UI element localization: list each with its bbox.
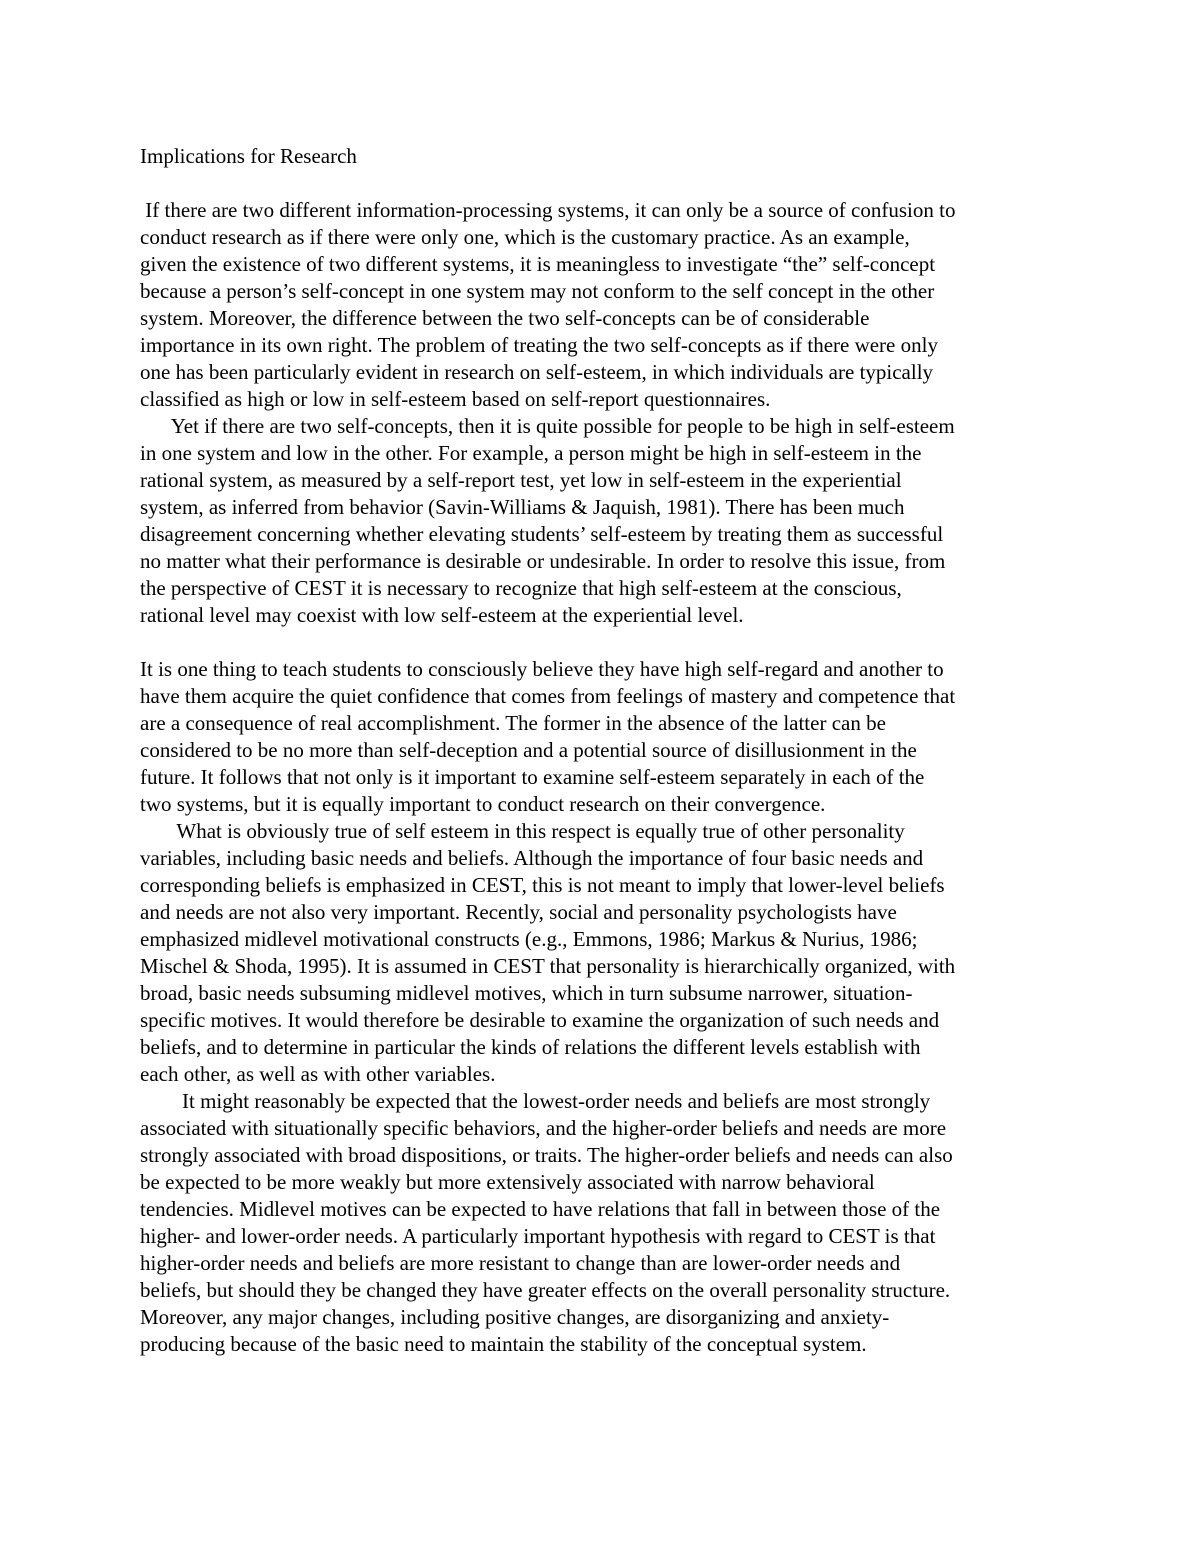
text-line: variables, including basic needs and beliefs. Although the importance of four basic needs and (140, 846, 924, 870)
text-line: conduct research as if there were only one, which is the customary practice. As an example, (140, 225, 910, 249)
text-line: each other, as well as with other variables. (140, 1062, 496, 1086)
text-line: corresponding beliefs is emphasized in CEST, this is not meant to imply that lower-level beliefs (140, 873, 945, 897)
text-line: importance in its own right. The problem of treating the two self-concepts as if there were only (140, 333, 938, 357)
text-line: no matter what their performance is desirable or undesirable. In order to resolve this issue, from (140, 549, 946, 573)
text-line: are a consequence of real accomplishment. The former in the absence of the latter can be (140, 711, 886, 735)
text-line: in one system and low in the other. For example, a person might be high in self-esteem in the (140, 441, 922, 465)
text-line: because a person’s self-concept in one system may not conform to the self concept in the other (140, 279, 935, 303)
text-line: two systems, but it is equally important to conduct research on their convergence. (140, 792, 826, 816)
text-line: Moreover, any major changes, including positive changes, are disorganizing and anxiety- (140, 1305, 890, 1329)
text-line: It is one thing to teach students to consciously believe they have high self-regard and another to (140, 657, 944, 681)
text-line: associated with situationally specific behaviors, and the higher-order beliefs and needs are more (140, 1116, 947, 1140)
section-heading: Implications for Research (140, 144, 357, 168)
text-line: tendencies. Midlevel motives can be expected to have relations that fall in between those of the (140, 1197, 941, 1221)
text-line: one has been particularly evident in research on self-esteem, in which individuals are typically (140, 360, 934, 384)
text-line: rational level may coexist with low self-esteem at the experiential level. (140, 603, 744, 627)
paragraph-gap (140, 629, 1070, 656)
text-line: What is obviously true of self esteem in this respect is equally true of other personality (140, 819, 905, 843)
text-line: It might reasonably be expected that the lowest-order needs and beliefs are most strongly (140, 1089, 931, 1113)
text-line: broad, basic needs subsuming midlevel motives, which in turn subsume narrower, situation- (140, 981, 913, 1005)
text-line: higher-order needs and beliefs are more resistant to change than are lower-order needs and (140, 1251, 901, 1275)
text-line: system. Moreover, the difference between the two self-concepts can be of considerable (140, 306, 870, 330)
text-line: emphasized midlevel motivational constructs (e.g., Emmons, 1986; Markus & Nurius, 1986; (140, 927, 918, 951)
text-line: If there are two different information-processing systems, it can only be a source of confusion to (140, 198, 956, 222)
text-line: beliefs, and to determine in particular the kinds of relations the different levels establish with (140, 1035, 921, 1059)
text-line: classified as high or low in self-esteem based on self-report questionnaires. (140, 387, 771, 411)
text-line: the perspective of CEST it is necessary to recognize that high self-esteem at the conscious, (140, 576, 902, 600)
text-line: Yet if there are two self-concepts, then it is quite possible for people to be high in self-esteem (140, 414, 955, 438)
text-line: higher- and lower-order needs. A particularly important hypothesis with regard to CEST is that (140, 1224, 936, 1248)
text-line: disagreement concerning whether elevating students’ self-esteem by treating them as successful (140, 522, 944, 546)
text-line: have them acquire the quiet confidence that comes from feelings of mastery and competence that (140, 684, 956, 708)
text-line: given the existence of two different systems, it is meaningless to investigate “the” self-concept (140, 252, 936, 276)
text-line: system, as inferred from behavior (Savin-Williams & Jaquish, 1981). There has been much (140, 495, 905, 519)
text-line: and needs are not also very important. Recently, social and personality psychologists have (140, 900, 897, 924)
text-line: considered to be no more than self-deception and a potential source of disillusionment in the (140, 738, 917, 762)
text-line: rational system, as measured by a self-report test, yet low in self-esteem in the experiential (140, 468, 902, 492)
text-line: beliefs, but should they be changed they have greater effects on the overall personality structure. (140, 1278, 951, 1302)
body-text (140, 197, 1070, 1358)
text-line: specific motives. It would therefore be desirable to examine the organization of such needs and (140, 1008, 940, 1032)
text-line: Mischel & Shoda, 1995). It is assumed in CEST that personality is hierarchically organized, with (140, 954, 956, 978)
text-line: producing because of the basic need to maintain the stability of the conceptual system. (140, 1332, 867, 1356)
text-line: future. It follows that not only is it important to examine self-esteem separately in each of the (140, 765, 925, 789)
text-line: be expected to be more weakly but more extensively associated with narrow behavioral (140, 1170, 875, 1194)
text-line: strongly associated with broad dispositions, or traits. The higher-order beliefs and needs can also (140, 1143, 953, 1167)
